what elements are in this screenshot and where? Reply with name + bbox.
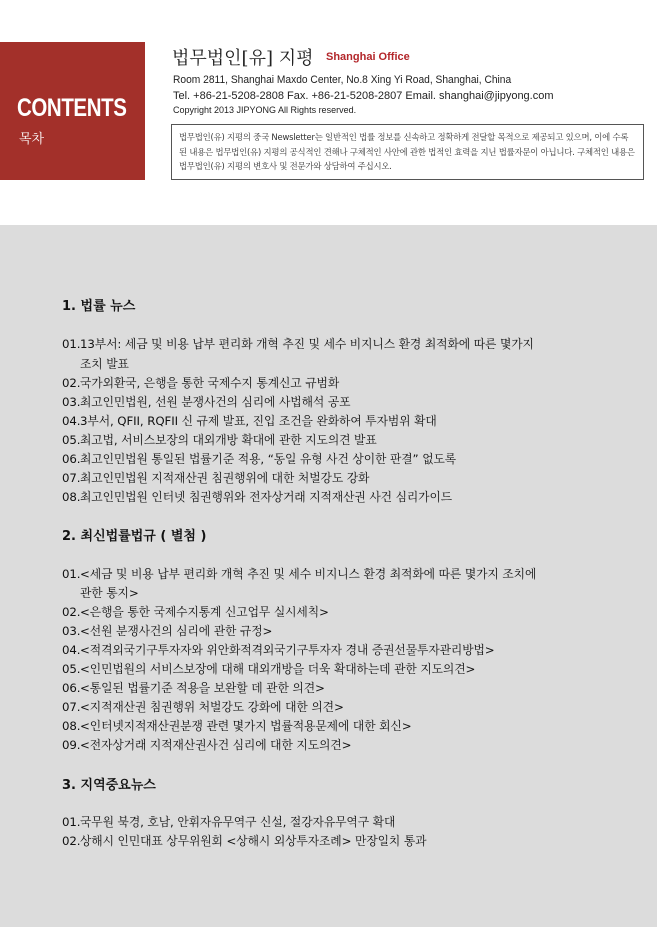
copyright-notice: Copyright 2013 JIPYONG All Rights reserved.: [173, 105, 357, 115]
list-item: 06.최고인민법원 통일된 법률기준 적용, “동일 유형 사건 상이한 판결” 없도록: [62, 452, 457, 466]
list-item: 07.최고인민법원 지적재산권 침권행위에 대한 처벌강도 강화: [62, 471, 370, 485]
contents-list: [0, 225, 657, 927]
list-item: 08.<인터넷지적재산권분쟁 관련 몇가지 법률적용문제에 대한 회신>: [62, 719, 412, 733]
list-item: 06.<통일된 법률기준 적용을 보완할 데 관한 의견>: [62, 681, 325, 695]
office-name: Shanghai Office: [326, 51, 410, 63]
list-item: 03.최고인민법원, 선원 분쟁사건의 심리에 사법해석 공포: [62, 395, 351, 409]
list-item: 01.국무원 북경, 호남, 안휘자유무역구 신설, 절강자유무역구 확대: [62, 815, 396, 829]
list-item: 01.<세금 및 비용 납부 편리화 개혁 추진 및 세수 비지니스 환경 최적화에 따른 몇가지 조치에: [62, 567, 537, 581]
section-title: 2. 최신법률법규 ( 별첨 ): [62, 529, 207, 544]
list-item: 07.<지적재산권 침권행위 처벌강도 강화에 대한 의견>: [62, 700, 344, 714]
list-item: 02.상해시 인민대표 상무위원회 <상해시 외상투자조례> 만장일치 통과: [62, 834, 427, 848]
list-item: 05.최고법, 서비스보장의 대외개방 확대에 관한 지도의견 발표: [62, 433, 377, 447]
list-item: 04.<적격외국기구투자자와 위안화적격외국기구투자자 경내 증권선물투자관리방법>: [62, 643, 495, 657]
list-item: 05.<인민법원의 서비스보장에 대해 대외개방을 더욱 확대하는데 관한 지도의견>: [62, 662, 476, 676]
section-title: 1. 법률 뉴스: [62, 299, 136, 314]
firm-name: 법무법인[유] 지평: [172, 48, 314, 69]
firm-contact: Tel. +86-21-5208-2808 Fax. +86-21-5208-2807 Email. shanghai@jipyong.com: [173, 90, 554, 102]
list-item: 04.3부서, QFII, RQFII 신 규제 발표, 진입 조건을 완화하여 투자범위 확대: [62, 414, 437, 428]
firm-address: Room 2811, Shanghai Maxdo Center, No.8 Xing Yi Road, Shanghai, China: [173, 74, 512, 86]
contents-banner: [0, 42, 145, 180]
contents-title: CONTENTS: [17, 94, 127, 122]
list-item: 02.국가외환국, 은행을 통한 국제수지 통계신고 규범화: [62, 376, 340, 390]
list-item: 09.<전자상거래 지적재산권사건 심리에 대한 지도의견>: [62, 738, 352, 752]
list-item: 08.최고인민법원 인터넷 침권행위와 전자상거래 지적재산권 사건 심리가이드: [62, 490, 453, 504]
disclaimer-box: 법무법인(유) 지평의 중국 Newsletter는 일반적인 법률 정보를 신속하고 정확하게 전달할 목적으로 제공되고 있으며, 이에 수록된 내용은 법무법인(유) 지평의 공식적인 견해나 구체적인 사안에 관한 법적인 효력을 지닌 법률자문이 아닙니다. 구체적인 내용은 법무법인(유) 지평의 변호사 및 전문가와 상담하여 주십시오.: [171, 124, 644, 180]
header: [0, 0, 657, 225]
list-item: 03.<선원 분쟁사건의 심리에 관한 규정>: [62, 624, 273, 638]
contents-subtitle: 목차: [19, 132, 45, 147]
list-item: 01.13부서: 세금 및 비용 납부 편리화 개혁 추진 및 세수 비지니스 환경 최적화에 따른 몇가지: [62, 337, 534, 351]
list-item-continuation: 조치 발표: [80, 357, 129, 371]
section-title: 3. 지역중요뉴스: [62, 778, 156, 793]
list-item-continuation: 관한 통지>: [80, 586, 139, 600]
list-item: 02.<은행을 통한 국제수지통계 신고업무 실시세칙>: [62, 605, 329, 619]
